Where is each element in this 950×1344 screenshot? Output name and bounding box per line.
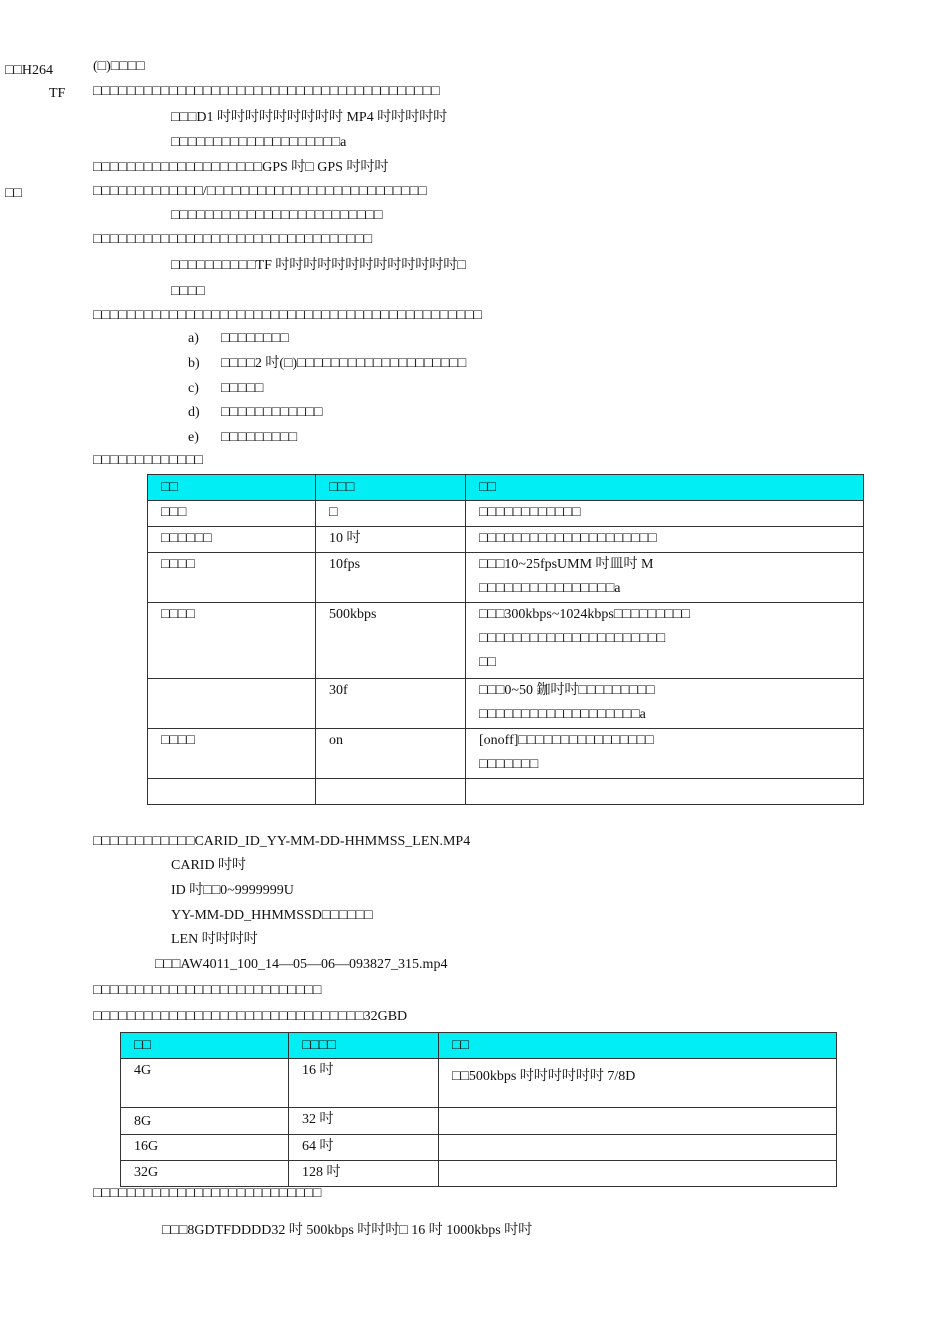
table-cell <box>466 679 864 729</box>
cell-line: □□□□□□□□□□□□□□□□□□□□□□ <box>479 631 666 646</box>
paragraph: □□□D1 吋吋吋吋吋吋吋吋吋 MP4 吋吋吋吋吋 <box>171 110 448 125</box>
table-cell: 10 吋 <box>316 527 466 553</box>
list-item: □□□□□□□□□ <box>221 430 298 445</box>
list-item-marker: e) <box>188 430 199 445</box>
paragraph: □□□□□□□□□□□□□□□□□□□□□□□□□□□□□□□□□ <box>93 232 373 247</box>
table-cell: 32 吋 <box>289 1108 439 1135</box>
column-header: □□ <box>439 1033 837 1059</box>
column-header: □□ <box>121 1033 289 1059</box>
list-item: □□□□□ <box>221 381 264 396</box>
paragraph: □□□□□□□□□□□□□□□□□□□□□□□□□□□□□□□□32GBD <box>93 1009 408 1024</box>
table-cell: 64 吋 <box>289 1135 439 1161</box>
table-row <box>121 1059 837 1108</box>
paragraph: □□□□□□□□□□□□CARID_ID_YY-MM-DD-HHMMSS_LEN.MP4 <box>93 834 471 849</box>
table-cell <box>148 679 316 729</box>
column-header: □□□□ <box>289 1033 439 1059</box>
table-row <box>148 779 864 805</box>
paragraph: □□□□□□□□□□□□□□□□□□□□□□□□□□□□□□□□□□□□□□□□□ <box>93 84 440 99</box>
cell-line: □□□□□□□ <box>479 757 539 772</box>
table-cell <box>316 779 466 805</box>
table-row <box>148 729 864 779</box>
table-cell <box>466 603 864 679</box>
cell-line: □□□□□□□□□□□□□□□□□□□a <box>479 707 646 722</box>
table-header-row <box>121 1033 837 1059</box>
table-header-row <box>148 475 864 501</box>
table-cell: □□□ <box>148 501 316 527</box>
side-label-h264: □□H264 <box>5 63 54 78</box>
table-row <box>148 553 864 603</box>
cell-line: □□□10~25fpsUMM 吋皿吋 M <box>479 557 654 572</box>
table-caption: □□□□□□□□□□□□□ <box>93 453 203 468</box>
table-cell: □□□□ <box>148 729 316 779</box>
table-cell <box>466 501 864 527</box>
cell-line: □□□0~50 鉫吋吋□□□□□□□□□ <box>479 683 655 698</box>
table-cell <box>148 779 316 805</box>
list-item-marker: a) <box>188 331 199 346</box>
list-item-marker: c) <box>188 381 199 396</box>
paragraph: □□□AW4011_100_14—05—06—093827_315.mp4 <box>155 957 448 972</box>
table-cell <box>466 729 864 779</box>
column-header: □□ <box>148 475 316 501</box>
table-cell: □□□□ <box>148 603 316 679</box>
cell-line: □□□300kbps~1024kbps□□□□□□□□□ <box>479 607 690 622</box>
column-header: □□ <box>466 475 864 501</box>
paragraph: □□□□□□□□□□□□□□□□□□□□GPS 吋□ GPS 吋吋吋 <box>93 160 389 175</box>
table-cell: 8G <box>121 1108 289 1135</box>
paragraph: □□□8GDTFDDDD32 吋 500kbps 吋吋吋□ 16 吋 1000kbps 吋吋 <box>162 1223 533 1238</box>
paragraph: YY-MM-DD_HHMMSSD□□□□□□ <box>171 908 373 923</box>
table-cell <box>439 1161 837 1187</box>
paragraph: □□□□□□□□□□TF 吋吋吋吋吋吋吋吋吋吋吋吋吋□ <box>171 258 466 273</box>
table-row <box>121 1161 837 1187</box>
list-item: □□□□2 吋(□)□□□□□□□□□□□□□□□□□□□□ <box>221 356 467 371</box>
paragraph: □□□□□□□□□□□□□□□□□□□□□□□□□□□ <box>93 983 322 998</box>
paragraph: (□)□□□□ <box>93 59 145 74</box>
paragraph: □□□□□□□□□□□□□□□□□□□□□□□□□□□ <box>93 1186 322 1201</box>
list-item-marker: b) <box>188 356 200 371</box>
paragraph: □□□□□□□□□□□□□□□□□□□□□□□□□□□□□□□□□□□□□□□□□□□□□□ <box>93 308 482 323</box>
table-cell: 16G <box>121 1135 289 1161</box>
table-cell <box>439 1135 837 1161</box>
paragraph: ID 吋□□0~9999999U <box>171 883 294 898</box>
table-cell: □□□□□□ <box>148 527 316 553</box>
paragraph: LEN 吋吋吋吋 <box>171 932 258 947</box>
table-cell: 16 吋 <box>289 1059 439 1108</box>
table-row <box>121 1108 837 1135</box>
table-cell <box>466 527 864 553</box>
table-row <box>148 527 864 553</box>
table-cell: 32G <box>121 1161 289 1187</box>
table-cell: 500kbps <box>316 603 466 679</box>
side-label-tf: TF <box>49 86 66 101</box>
column-header: □□□ <box>316 475 466 501</box>
table-row <box>148 603 864 679</box>
cell-line: □□ <box>479 655 496 670</box>
parameter-table <box>147 474 864 805</box>
cell-line: □□□□□□□□□□□□□□□□□□□□□ <box>479 531 657 546</box>
cell-line: □□□□□□□□□□□□ <box>479 505 581 520</box>
table-cell <box>466 553 864 603</box>
cell-line: [onoff]□□□□□□□□□□□□□□□□ <box>479 733 654 748</box>
paragraph: □□□□□□□□□□□□□□□□□□□□a <box>171 135 347 150</box>
list-item: □□□□□□□□ <box>221 331 289 346</box>
table-cell: on <box>316 729 466 779</box>
cell-line: □□□□□□□□□□□□□□□□a <box>479 581 621 596</box>
list-item-marker: d) <box>188 405 200 420</box>
paragraph: □□□□□□□□□□□□□/□□□□□□□□□□□□□□□□□□□□□□□□□□ <box>93 184 427 199</box>
storage-table <box>120 1032 837 1187</box>
table-row <box>121 1135 837 1161</box>
table-cell: 10fps <box>316 553 466 603</box>
table-cell: □ <box>316 501 466 527</box>
table-cell: 30f <box>316 679 466 729</box>
paragraph: □□□□ <box>171 284 205 299</box>
side-label-3: □□ <box>5 186 22 201</box>
table-cell: 128 吋 <box>289 1161 439 1187</box>
table-cell: 4G <box>121 1059 289 1108</box>
table-cell <box>439 1108 837 1135</box>
table-row <box>148 679 864 729</box>
list-item: □□□□□□□□□□□□ <box>221 405 323 420</box>
paragraph: CARID 吋吋 <box>171 858 247 873</box>
table-cell <box>466 779 864 805</box>
paragraph: □□□□□□□□□□□□□□□□□□□□□□□□□ <box>171 208 383 223</box>
table-cell: □□500kbps 吋吋吋吋吋吋 7/8D <box>439 1059 837 1108</box>
table-row <box>148 501 864 527</box>
table-cell: □□□□ <box>148 553 316 603</box>
